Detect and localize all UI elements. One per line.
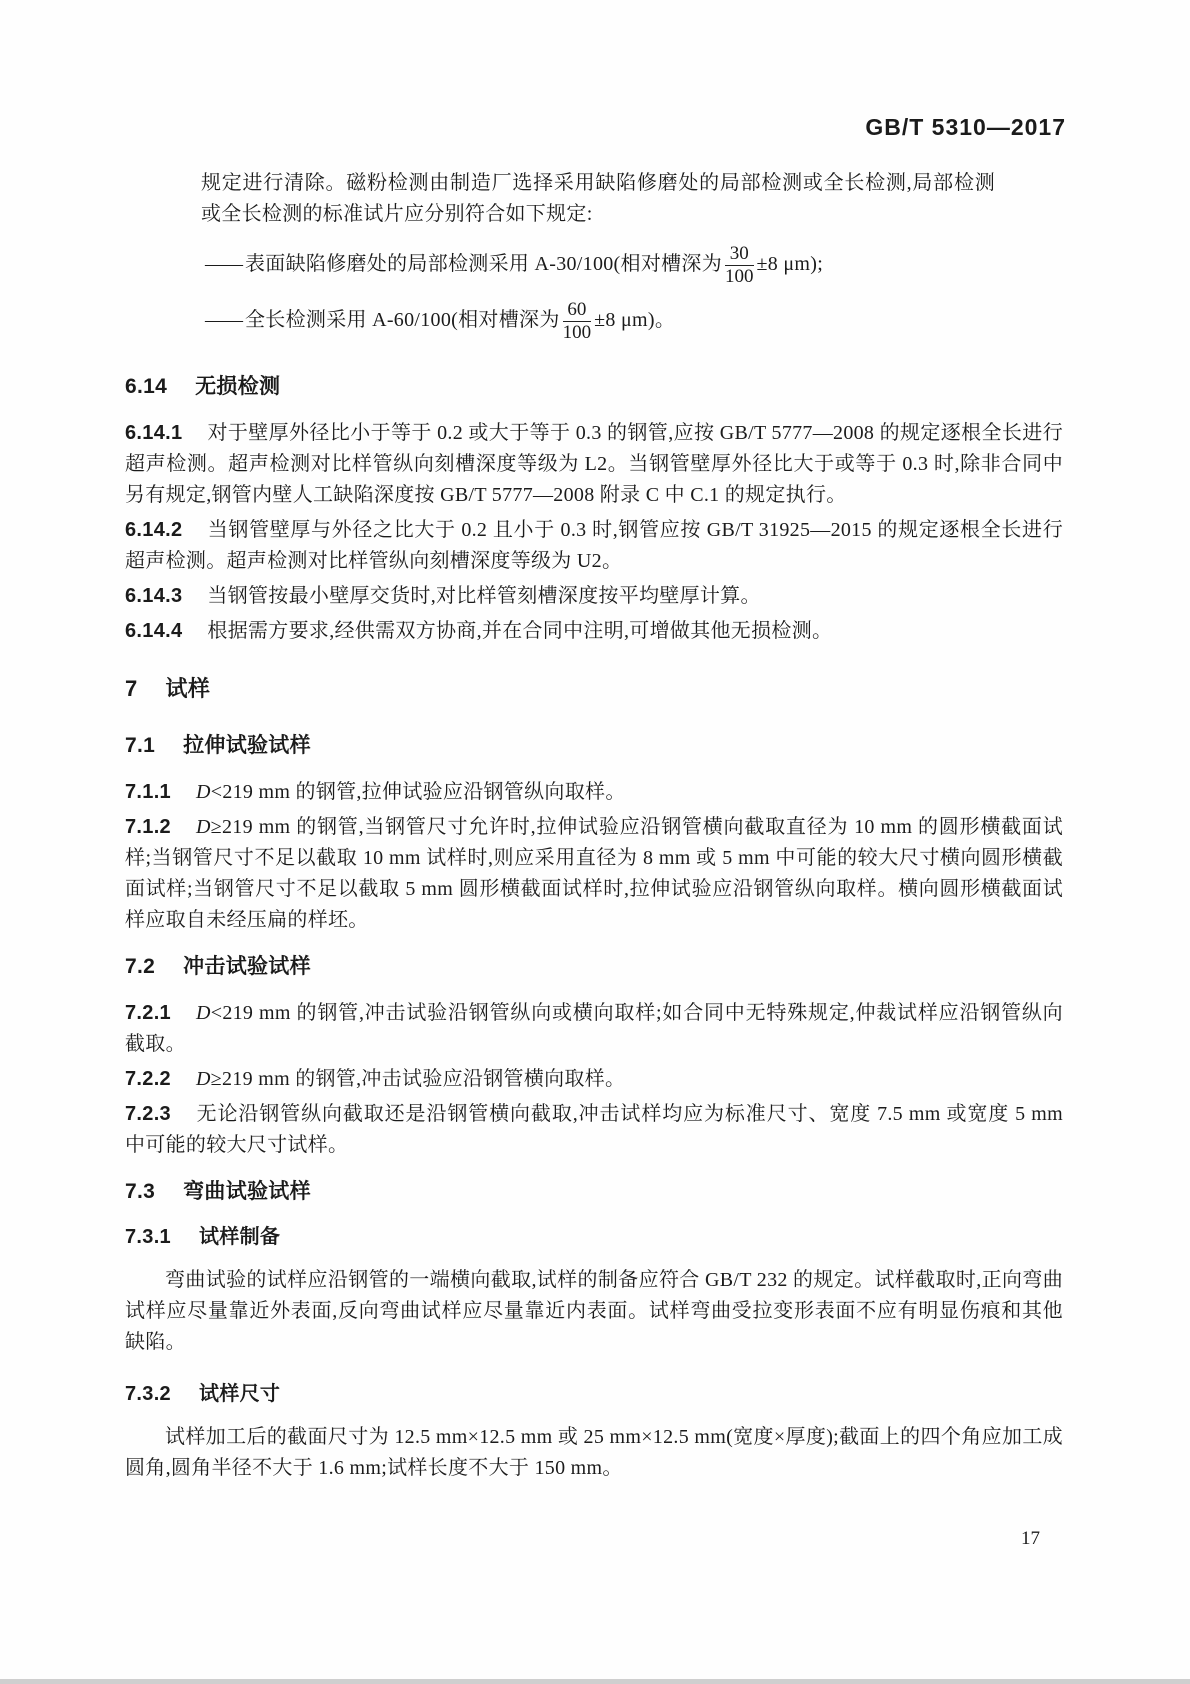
chapter-title: 试样 [165,676,211,701]
clause-6-14-2 [125,515,1063,577]
list-item-text-tail: ±8 μm)。 [594,309,676,331]
fraction-60-100 [563,299,592,344]
clause-text: 无论沿钢管纵向截取还是沿钢管横向截取,冲击试样均应为标准尺寸、宽度 7.5 mm 或宽度 5 mm 中可能的较大尺寸试样。 [125,1103,1063,1156]
section-heading-6-14 [125,372,1063,402]
list-item-text: 表面缺陷修磨处的局部检测采用 A-30/100(相对槽深为 [245,253,723,275]
clause-7-2-3 [125,1099,1063,1161]
section-heading-7-3 [125,1177,1063,1207]
section-number: 7.3 [125,1180,156,1203]
clause-text: ≥219 mm 的钢管,当钢管尺寸允许时,拉伸试验应沿钢管横向截取直径为 10 mm 的圆形横截面试样;当钢管尺寸不足以截取 10 mm 试样时,则应采用直径为 8 mm 或 5 mm 中可能的较大尺寸横向圆形横截面试样;当钢管尺寸不足以截取 5 mm 圆形横截面试样时,拉伸试验应沿钢管纵向取样。横向圆形横截面试样应取自未经压扁的样坯。 [125,816,1063,931]
section-title: 无损检测 [195,375,281,398]
clause-text: 当钢管壁厚与外径之比大于 0.2 且小于 0.3 时,钢管应按 GB/T 31925—2015 的规定逐根全长进行超声检测。超声检测对比样管纵向刻槽深度等级为 U2。 [125,519,1063,572]
clause-number: 6.14.4 [125,620,183,642]
fraction-numerator: 30 [725,243,754,266]
list-item-text-tail: ±8 μm); [756,253,824,275]
section-number: 6.14 [125,375,168,398]
clause-text: <219 mm 的钢管,拉伸试验应沿钢管纵向取样。 [210,781,626,803]
fraction-denominator: 100 [725,265,754,287]
variable-D: D [195,1002,211,1024]
section-heading-7-2 [125,952,1063,982]
clause-7-2-1 [125,998,1063,1060]
clause-text: 对于壁厚外径比小于等于 0.2 或大于等于 0.3 的钢管,应按 GB/T 5777—2008 的规定逐根全长进行超声检测。超声检测对比样管纵向刻槽深度等级为 L2。当钢管壁厚外径比大于或等于 0.3 时,除非合同中另有规定,钢管内壁人工缺陷深度按 GB/T 5777—2008 附录 C 中 C.1 的规定执行。 [125,422,1063,506]
clause-number: 6.14.1 [125,422,183,444]
clause-number: 6.14.3 [125,585,183,607]
fraction-denominator: 100 [562,321,592,343]
section-title: 拉伸试验试样 [183,734,311,757]
dash-marker: —— [205,309,241,331]
clause-text: 当钢管按最小壁厚交货时,对比样管刻槽深度按平均壁厚计算。 [207,585,761,607]
section-title: 冲击试验试样 [183,955,311,978]
page-number: 17 [1021,1528,1040,1549]
clause-text: ≥219 mm 的钢管,冲击试验应沿钢管横向取样。 [210,1068,626,1090]
page-content [125,168,1063,1484]
continued-paragraph: 规定进行清除。磁粉检测由制造厂选择采用缺陷修磨处的局部检测或全长检测,局部检测或全长检测的标准试片应分别符合如下规定: [201,172,995,225]
clause-6-14-4 [125,616,1063,647]
clause-number: 7.2.2 [125,1068,171,1090]
dash-marker: —— [205,253,241,275]
section-number: 7.2 [125,955,156,978]
fraction-numerator: 60 [563,299,592,322]
clause-6-14-1 [125,418,1063,511]
variable-D: D [195,781,211,803]
fraction-30-100 [725,243,754,288]
subsection-title: 试样制备 [198,1226,281,1248]
subsection-number: 7.3.2 [125,1383,171,1405]
paragraph-7-3-1: 弯曲试验的试样应沿钢管的一端横向截取,试样的制备应符合 GB/T 232 的规定。试样截取时,正向弯曲试样应尽量靠近外表面,反向弯曲试样应尽量靠近内表面。试样弯曲受拉变形表面不应有明显伤痕和其他缺陷。 [125,1269,1063,1353]
clause-number: 7.1.2 [125,816,171,838]
subsection-title: 试样尺寸 [198,1383,281,1405]
chapter-heading-7 [125,673,1063,705]
clause-number: 7.2.1 [125,1002,171,1024]
clause-text: 根据需方要求,经供需双方协商,并在合同中注明,可增做其他无损检测。 [207,620,833,642]
list-item-local-inspection [205,238,1063,290]
clause-number: 7.1.1 [125,781,171,803]
clause-number: 6.14.2 [125,519,183,541]
clause-6-14-3 [125,581,1063,612]
list-item-full-length-inspection [205,294,1063,346]
clause-number: 7.2.3 [125,1103,171,1125]
variable-D: D [195,816,211,838]
section-number: 7.1 [125,734,156,757]
clause-7-1-2 [125,812,1063,936]
standard-number: GB/T 5310—2017 [865,114,1066,140]
subsection-heading-7-3-2 [125,1380,1063,1408]
section-heading-7-1 [125,731,1063,761]
paragraph-7-3-2: 试样加工后的截面尺寸为 12.5 mm×12.5 mm 或 25 mm×12.5 mm(宽度×厚度);截面上的四个角应加工成圆角,圆角半径不大于 1.6 mm;试样长度不大于 150 mm。 [125,1426,1063,1479]
subsection-number: 7.3.1 [125,1226,171,1248]
clause-7-1-1 [125,777,1063,808]
scan-edge-shadow [0,1679,1190,1684]
variable-D: D [195,1068,211,1090]
chapter-number: 7 [125,676,138,701]
section-title: 弯曲试验试样 [183,1180,311,1203]
clause-7-2-2 [125,1064,1063,1095]
list-item-text: 全长检测采用 A-60/100(相对槽深为 [245,309,560,331]
subsection-heading-7-3-1 [125,1223,1063,1251]
clause-text: <219 mm 的钢管,冲击试验沿钢管纵向或横向取样;如合同中无特殊规定,仲裁试样应沿钢管纵向截取。 [125,1002,1063,1055]
